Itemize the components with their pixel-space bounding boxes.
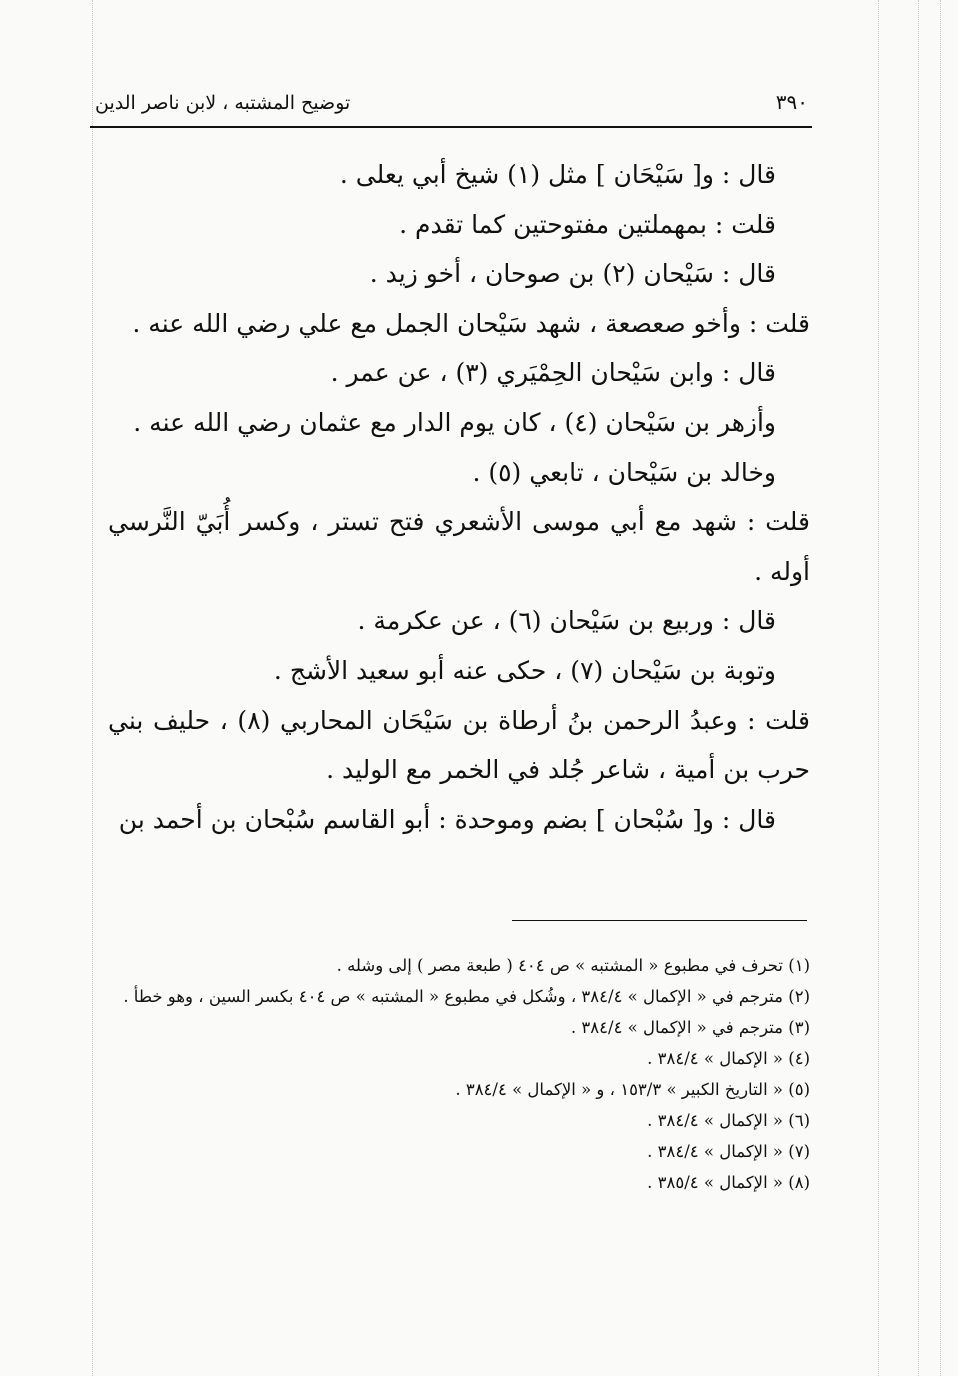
footnote: (٣) مترجم في « الإكمال » ٣٨٤/٤ . <box>570 1018 810 1037</box>
page-number: ٣٩٠ <box>775 90 808 114</box>
paragraph: قال : و[ سُبْحان ] بضم وموحدة : أبو القاسم سُبْحان بن أحمد بن <box>118 804 776 834</box>
running-title: توضيح المشتبه ، لابن ناصر الدين <box>95 92 351 114</box>
footnote: (٦) « الإكمال » ٣٨٤/٤ . <box>647 1111 810 1130</box>
paragraph: قال : وابن سَيْحان الحِمْيَري (٣) ، عن عمر . <box>330 358 776 388</box>
paragraph: قال : سَيْحان (٢) بن صوحان ، أخو زيد . <box>369 259 776 289</box>
footnotes <box>108 950 810 1198</box>
footnote-rule <box>512 920 807 921</box>
paragraph: وأزهر بن سَيْحان (٤) ، كان يوم الدار مع عثمان رضي الله عنه . <box>133 407 776 437</box>
main-text <box>108 150 810 844</box>
paragraph: قال : و[ سَيْحَان ] مثل (١) شيخ أبي يعلى . <box>339 160 776 189</box>
footnote: (٢) مترجم في « الإكمال » ٣٨٤/٤ ، وشُكل في مطبوع « المشتبه » ص ٤٠٤ بكسر السين ، وهو خطأ . <box>123 987 810 1006</box>
paragraph: وتوبة بن سَيْحان (٧) ، حكى عنه أبو سعيد الأشج . <box>273 655 776 685</box>
footnote: (٨) « الإكمال » ٣٨٥/٤ . <box>647 1173 810 1192</box>
footnote: (١) تحرف في مطبوع « المشتبه » ص ٤٠٤ ( طبعة مصر ) إلى وشله . <box>336 956 810 975</box>
paragraph: قلت : شهد مع أبي موسى الأشعري فتح تستر ، وكسر أُبَيّ النَّرسي أوله . <box>108 507 810 586</box>
footnote: (٤) « الإكمال » ٣٨٤/٤ . <box>647 1049 810 1068</box>
paragraph: وخالد بن سَيْحان ، تابعي (٥) . <box>472 457 776 487</box>
footnote: (٥) « التاريخ الكبير » ١٥٣/٣ ، و « الإكمال » ٣٨٤/٤ . <box>455 1080 810 1099</box>
paragraph: قال : وربيع بن سَيْحان (٦) ، عن عكرمة . <box>357 606 776 636</box>
running-header <box>95 78 808 114</box>
footnote: (٧) « الإكمال » ٣٨٤/٤ . <box>647 1142 810 1161</box>
paragraph: قلت : بمهملتين مفتوحتين كما تقدم . <box>399 209 776 239</box>
paragraph: قلت : وعبدُ الرحمن بنُ أرطاة بن سَيْحَان المحاربي (٨) ، حليف بني حرب بن أمية ، شاعر جُلد في الخمر مع الوليد . <box>108 705 810 785</box>
header-rule <box>90 126 812 128</box>
paragraph: قلت : وأخو صعصعة ، شهد سَيْحان الجمل مع علي رضي الله عنه . <box>132 308 810 338</box>
